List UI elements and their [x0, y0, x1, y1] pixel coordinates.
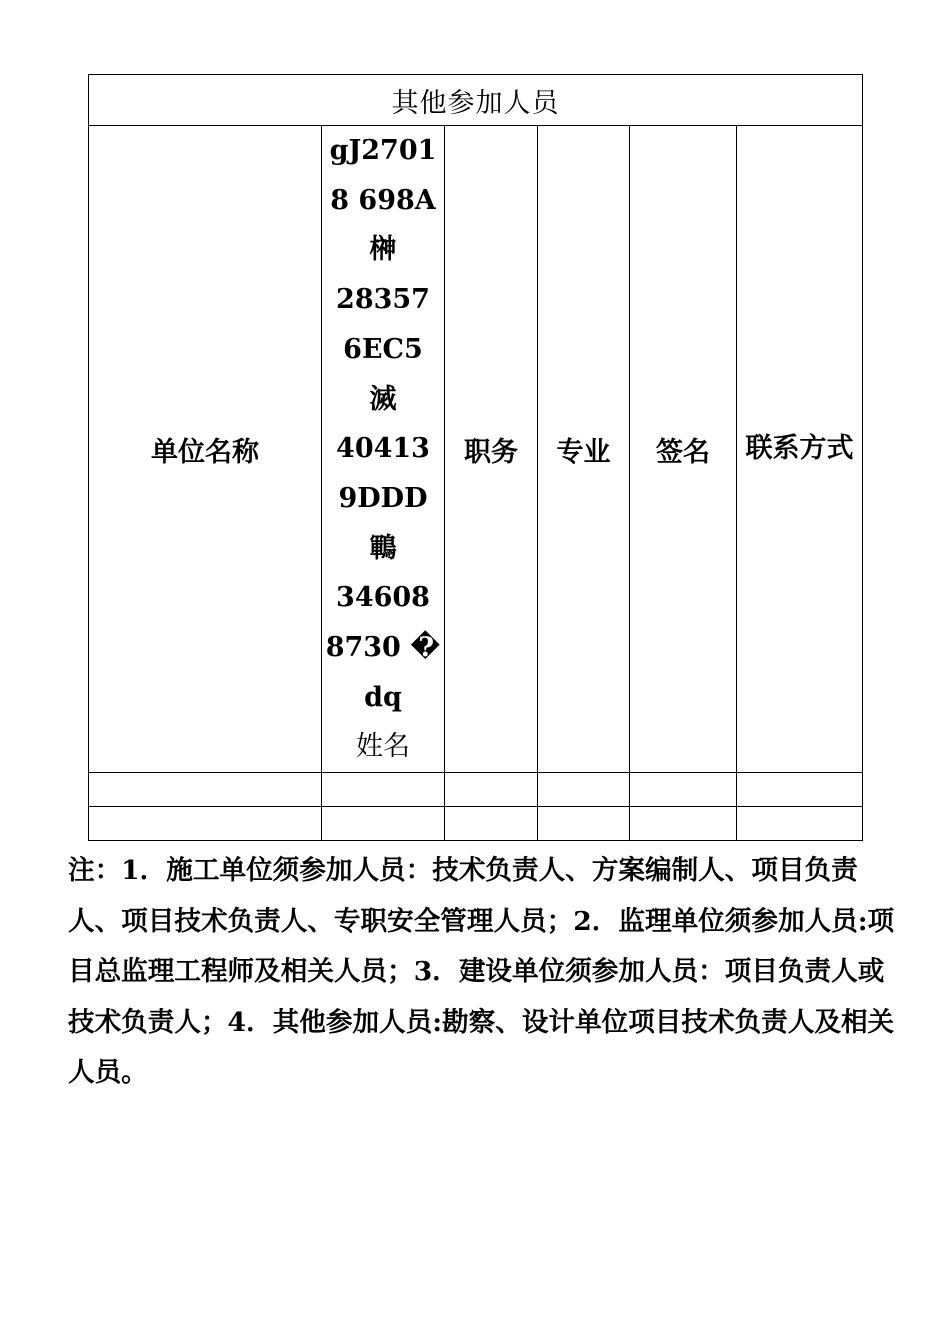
name-line: 鶤 — [369, 532, 397, 564]
header-name — [322, 126, 445, 773]
name-line: 28357 — [336, 284, 430, 316]
header-signature: 签名 — [630, 126, 737, 773]
table-row — [89, 773, 863, 807]
footnote: 注：1．施工单位须参加人员：技术负责人、方案编制人、项目负责人、项目技术负责人、专职安全管理人员；2．监理单位须参加人员:项目总监理工程师及相关人员；3．建设单位须参加人员：项目负责人或技术负责人；4．其他参加人员:勘察、设计单位项目技术负责人及相关人员。 — [68, 855, 895, 1088]
table-cell[interactable] — [630, 807, 737, 841]
name-line: 榊 — [369, 234, 397, 266]
other-participants-table — [88, 74, 863, 841]
header-unit-name: 单位名称 — [89, 126, 322, 773]
name-line: gJ2701 — [329, 135, 437, 166]
table-cell[interactable] — [322, 773, 445, 807]
header-specialty: 专业 — [538, 126, 630, 773]
table-cell[interactable] — [89, 807, 322, 841]
table-cell[interactable] — [538, 807, 630, 841]
table-cell[interactable] — [322, 807, 445, 841]
table-cell[interactable] — [737, 773, 863, 807]
name-line: 8730 � — [325, 632, 441, 664]
table-title: 其他参加人员 — [89, 75, 863, 126]
header-row — [89, 126, 863, 773]
table-cell[interactable] — [89, 773, 322, 807]
header-contact: 联系方式 — [737, 126, 863, 773]
table-cell[interactable] — [737, 807, 863, 841]
table-cell[interactable] — [445, 807, 538, 841]
header-position: 职务 — [445, 126, 538, 773]
table-row — [89, 807, 863, 841]
name-line: 6EC5 — [343, 333, 423, 365]
name-line: dq — [364, 681, 402, 713]
name-line: 姓名 — [356, 731, 410, 763]
table-cell[interactable] — [445, 773, 538, 807]
table-cell[interactable] — [538, 773, 630, 807]
name-line: 34608 — [336, 582, 430, 614]
table-cell[interactable] — [630, 773, 737, 807]
name-line: 8 698A — [330, 184, 436, 216]
name-line: 40413 — [336, 433, 430, 465]
name-line: 9DDD — [338, 482, 428, 514]
name-line: 滅 — [369, 383, 397, 415]
